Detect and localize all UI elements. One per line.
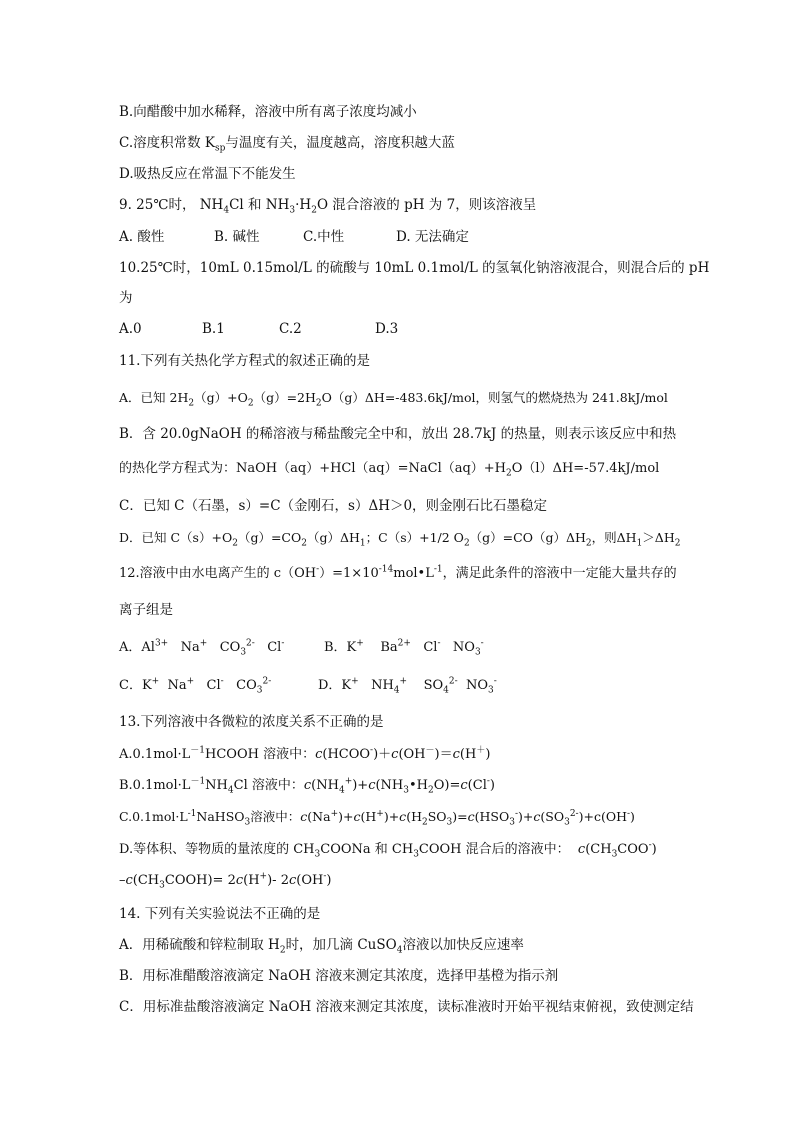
q12-stem-line1: 12.溶液中由水电离产生的 $c(OH^-)=1\times 10^{-14}mol•L^{-1}$，满足此条件的溶液中一定能大量共存的 bbox=[119, 564, 677, 581]
q11-option-a: A．已知 $2H_2(g)+O_2(g)=2H_2O(g)\Delta H=-483.6kJ$/mol，则氢气的燃烧热为 241.8kJ/mol bbox=[119, 390, 668, 409]
q10-option-c: C.2 bbox=[279, 321, 302, 337]
q9-option-b: B. 碱性 bbox=[214, 229, 260, 245]
q8-option-c: C.溶度积常数 $K_{sp}$与温度有关，温度越高，溶度积越大蓝 bbox=[119, 135, 455, 154]
q14-stem: 14. 下列有关实验说法不正确的是 bbox=[119, 906, 321, 922]
q8-option-d: D.吸热反应在常温下不能发生 bbox=[119, 166, 296, 182]
q11-option-b-line2: 的热化学方程式为：$NaOH(aq)+HCl(aq)=NaCl(aq)+H_2O(l)\Delta H=-57.4kJ$/mol bbox=[119, 461, 660, 479]
q12-options-cd bbox=[119, 676, 719, 696]
q12-option-c: C．K+ Na+ Cl- $CO_3^{2-}$ bbox=[119, 676, 272, 696]
q13-stem: 13.下列溶液中各微粒的浓度关系不正确的是 bbox=[119, 714, 384, 730]
q14-option-a: A．用稀硫酸和锌粒制取 $H_2$时，加几滴 CuSO$_4$溶液以加快反应速率 bbox=[119, 937, 524, 956]
q10-options bbox=[119, 319, 719, 339]
q12-stem-line2: 离子组是 bbox=[119, 602, 173, 618]
q14-option-c: C．用标准盐酸溶液滴定 NaOH 溶液来测定其浓度，读标准液时开始平视结束俯视，致使测定结 bbox=[119, 999, 694, 1015]
q10-option-b: B.1 bbox=[202, 321, 225, 337]
q11-option-b-line1: B．含 20.0gNaOH 的稀溶液与稀盐酸完全中和，放出 28.7kJ 的热量，则表示该反应中和热 bbox=[119, 426, 677, 442]
q9-option-c: C.中性 bbox=[303, 229, 345, 245]
q12-option-a: A．$Al^{3+}$ Na+ $CO_3^{2-}$ Cl- bbox=[119, 638, 285, 658]
q13-option-a: $A.0.1mol\cdot L^{-1}HCOOH$ 溶液中：c(HCOO-)＋c(OH－)＝c(H＋) bbox=[119, 745, 491, 762]
q12-option-d: D．K+ $NH_4^+$ $SO_4^{2-}$ $NO_3^-$ bbox=[318, 676, 497, 696]
q12-option-b: B．K+ $Ba^{2+}$ Cl- $NO_3^-$ bbox=[324, 638, 484, 658]
q14-option-b: B．用标准醋酸溶液滴定 NaOH 溶液来测定其浓度，选择甲基橙为指示剂 bbox=[119, 968, 559, 984]
q10-option-d: D.3 bbox=[375, 321, 399, 337]
q9-option-a: A. 酸性 bbox=[119, 229, 165, 245]
q13-option-d-line1: D.等体积、等物质的量浓度的 $CH_3COONa$ 和 $CH_3COOH$ 混合后的溶液中： $c(CH_3COO^-)$ bbox=[119, 840, 657, 860]
q11-option-c: C．已知 C（石墨，s）=C（金刚石，s）ΔH＞0，则金刚石比石墨稳定 bbox=[119, 498, 548, 514]
q10-option-a: A.0 bbox=[119, 321, 142, 337]
q13-option-c: $C.0.1mol\cdot L^{-1}NaHSO_3$溶液中：$c(Na^+)+c(H^+)+c(H_2SO_3)=c(HSO_3^-)+c(SO_3^{2-})+c(OH^-)$ bbox=[119, 808, 635, 828]
q11-stem: 11.下列有关热化学方程式的叙述正确的是 bbox=[119, 353, 370, 369]
q12-options-ab bbox=[119, 638, 719, 658]
q9-options bbox=[119, 227, 719, 247]
q9-stem: 9. 25℃时， $NH_4Cl$ 和 $NH_3\cdot H_2O$ 混合溶液的 pH 为 7，则该溶液呈 bbox=[119, 197, 537, 216]
q9-option-d: D. 无法确定 bbox=[396, 229, 469, 245]
q10-stem-line2: 为 bbox=[119, 290, 133, 306]
q13-option-b: $B.0.1mol\cdot L^{-1}NH_4Cl$ 溶液中：$c(NH_4^+)+c(NH_3•H_2O)=c(Cl^-)$ bbox=[119, 776, 495, 796]
q13-option-d-line2: $-c(CH_3COOH)= 2c(H^+)-$ 2c(OH-) bbox=[119, 871, 332, 891]
q8-option-b: B.向醋酸中加水稀释，溶液中所有离子浓度均减小 bbox=[119, 104, 417, 120]
q10-stem-line1: 10.25℃时，10mL 0.15mol/L 的硫酸与 10mL 0.1mol/L 的氢氧化钠溶液混合，则混合后的 pH bbox=[119, 260, 710, 276]
q11-option-d: D．已知 $C(s)+O_2(g)=CO_2(g)\Delta H_1$；C（s）+1/2 $O_2(g)=CO(g)\Delta H_2$，则$\Delta H_1>\Delta H_2$ bbox=[119, 530, 681, 549]
